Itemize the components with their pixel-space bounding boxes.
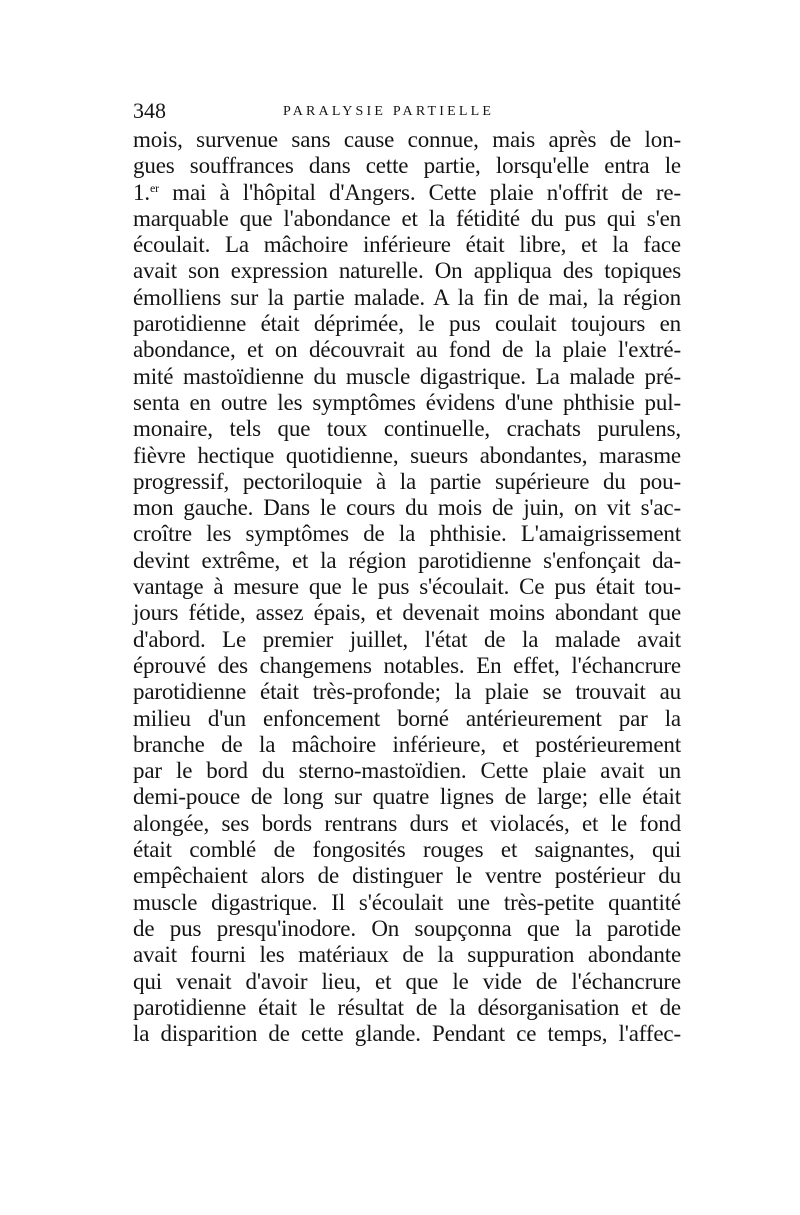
text-line: parotidienne était le résultat de la désorganisation et de [133, 994, 681, 1020]
text-line: alongée, ses bords rentrans durs et violacés, et le fond [133, 810, 681, 836]
text-line: éprouvé des changemens notables. En effet, l'échancrure [133, 652, 681, 678]
text-line: senta en outre les symptômes évidens d'une phthisie pul- [133, 389, 681, 415]
text-line: parotidienne était déprimée, le pus coulait toujours en [133, 311, 681, 337]
text-line: d'abord. Le premier juillet, l'état de la malade avait [133, 626, 681, 652]
text-line: progressif, pectoriloquie à la partie supérieure du pou- [133, 468, 681, 494]
text-line: gues souffrances dans cette partie, lorsqu'elle entra le [133, 153, 681, 179]
text-line: marquable que l'abondance et la fétidité du pus qui s'en [133, 205, 681, 231]
text-line: empêchaient alors de distinguer le ventre postérieur du [133, 863, 681, 889]
text-line: qui venait d'avoir lieu, et que le vide de l'échancrure [133, 968, 681, 994]
page-number: 348 [133, 98, 166, 123]
running-title: PARALYSIE PARTIELLE [283, 104, 495, 119]
text-line: avait fourni les matériaux de la suppuration abondante [133, 942, 681, 968]
ordinal-superscript: er [149, 180, 159, 195]
text-line: croître les symptômes de la phthisie. L'amaigrissement [133, 521, 681, 547]
text-line: fièvre hectique quotidienne, sueurs abondantes, marasme [133, 442, 681, 468]
text-line: monaire, tels que toux continuelle, crachats purulens, [133, 416, 681, 442]
text-line: abondance, et on découvrait au fond de la plaie l'extré- [133, 337, 681, 363]
text-line [133, 180, 681, 206]
text-line: muscle digastrique. Il s'écoulait une très-petite quantité [133, 889, 681, 915]
text-line: vantage à mesure que le pus s'écoulait. Ce pus était tou- [133, 574, 681, 600]
body-text [133, 127, 681, 1047]
text-line: mon gauche. Dans le cours du mois de juin, on vit s'ac- [133, 495, 681, 521]
text-line: la disparition de cette glande. Pendant ce temps, l'affec- [133, 1021, 681, 1047]
text-line: avait son expression naturelle. On appliqua des topiques [133, 258, 681, 284]
text-line: milieu d'un enfoncement borné antérieurement par la [133, 705, 681, 731]
text-line: jours fétide, assez épais, et devenait moins abondant que [133, 600, 681, 626]
text-line: parotidienne était très-profonde; la plaie se trouvait au [133, 679, 681, 705]
text-line: était comblé de fongosités rouges et saignantes, qui [133, 837, 681, 863]
text-line: écoulait. La mâchoire inférieure était libre, et la face [133, 232, 681, 258]
text-line-content: mai à l'hôpital d'Angers. Cette plaie n'offrit de re- [172, 179, 681, 205]
date-ordinal: 1. [133, 179, 150, 205]
text-line: devint extrême, et la région parotidienne s'enfonçait da- [133, 547, 681, 573]
text-line: émolliens sur la partie malade. A la fin de mai, la région [133, 284, 681, 310]
text-line: demi-pouce de long sur quatre lignes de large; elle était [133, 784, 681, 810]
text-line: mité mastoïdienne du muscle digastrique. La malade pré- [133, 363, 681, 389]
text-line: de pus presqu'inodore. On soupçonna que la parotide [133, 915, 681, 941]
text-line: par le bord du sterno-mastoïdien. Cette plaie avait un [133, 758, 681, 784]
text-line: mois, survenue sans cause connue, mais après de lon- [133, 127, 681, 152]
running-head [133, 96, 681, 126]
text-line: branche de la mâchoire inférieure, et postérieurement [133, 731, 681, 757]
